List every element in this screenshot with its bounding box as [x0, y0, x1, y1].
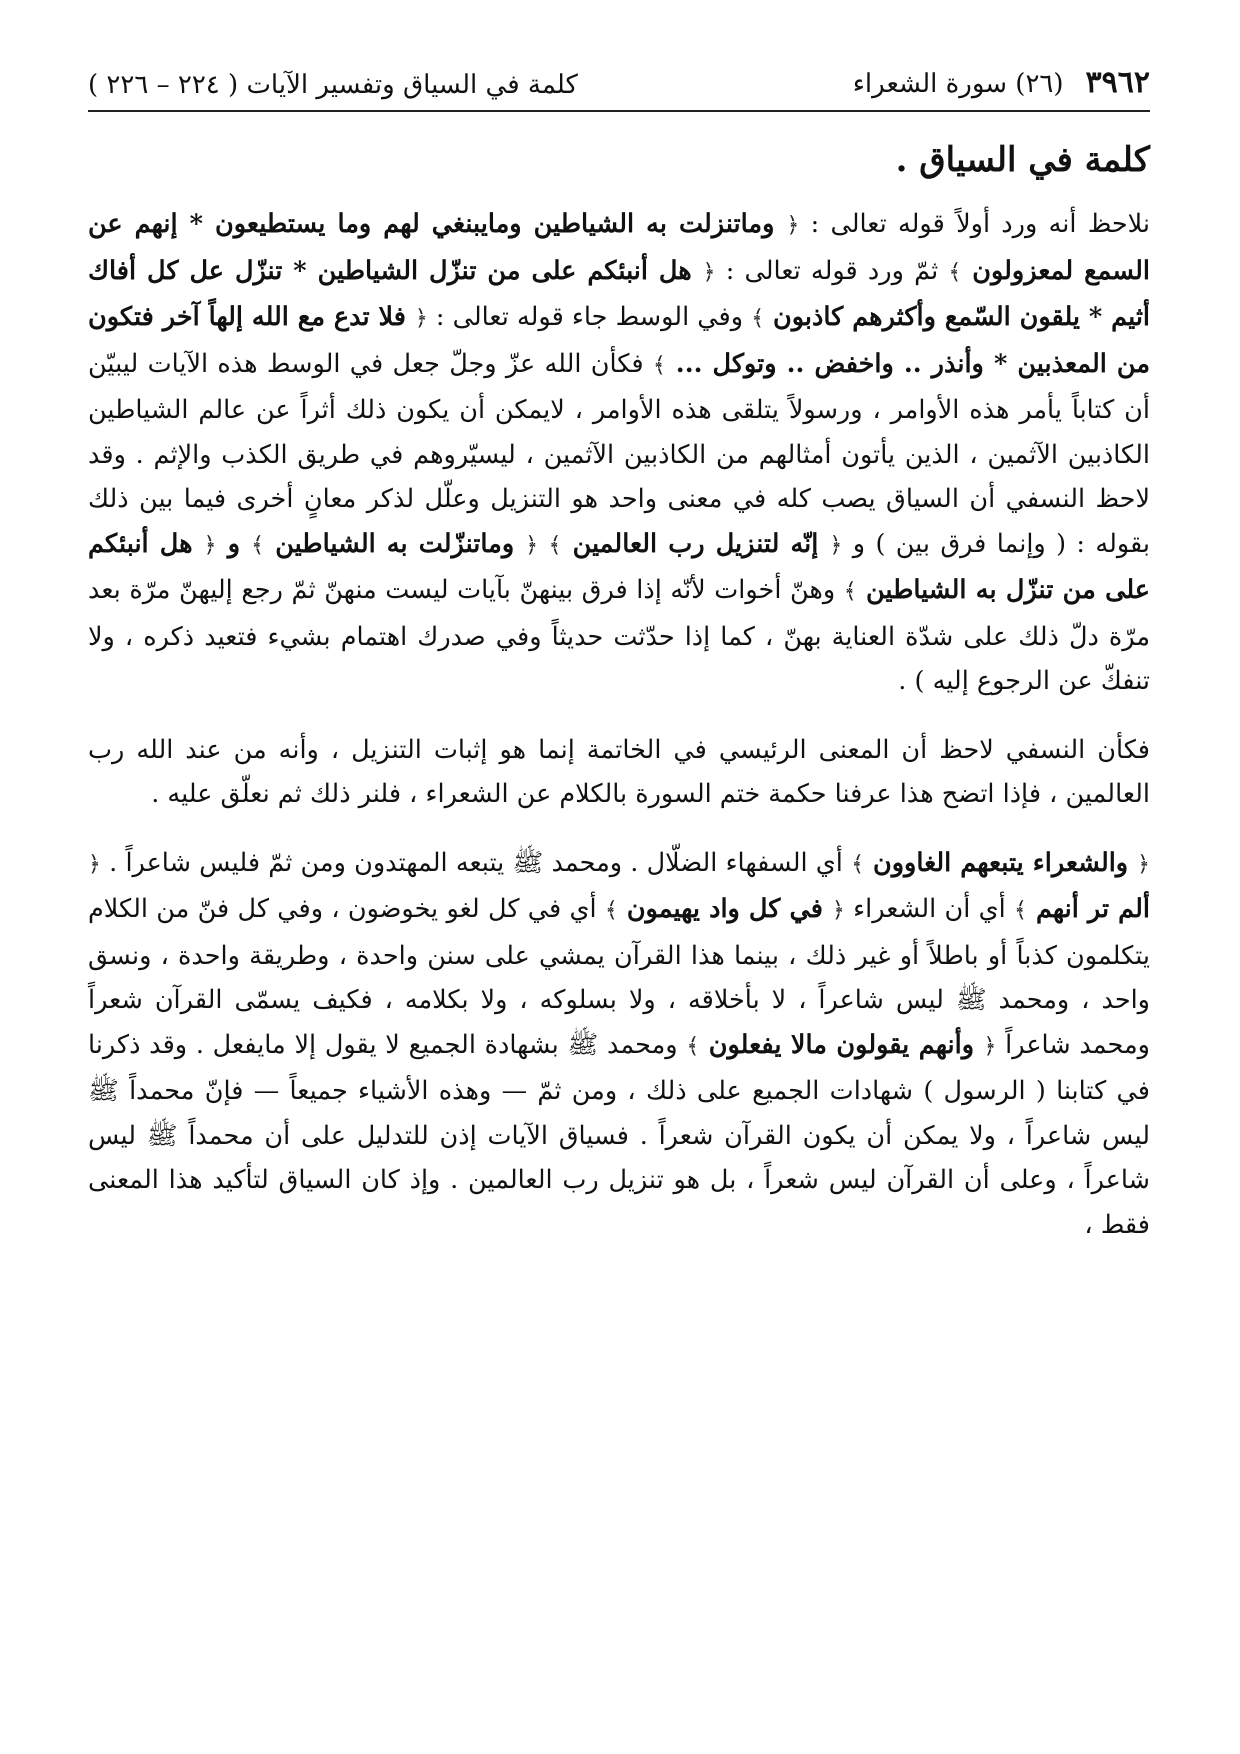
- quran-bracket: ﴿: [831, 898, 845, 923]
- quran-bracket: ﴿: [786, 213, 800, 238]
- commentary-text: ومحمد ﷺ بشهادة الجميع لا يقول إلا مايفعل . وقد ذكرنا في كتابنا ( الرسول ) شهادات الجميع على ذلك ، ومن ثمّ — وهذه الأشياء جميعاً — فإنّ محمداً ﷺ ليس شاعراً ، ولا يمكن أن يكون القرآن شعراً . فسياق الآيات إذن للتدليل على أن محمداً ﷺ ليس شاعراً ، وعلى أن القرآن ليس شعراً ، بل هو تنزيل رب العالمين . وإذ كان السياق لتأكيد هذا المعنى فقط ،: [88, 1029, 1150, 1240]
- surah-title: (٢٦) سورة الشعراء: [852, 69, 1064, 99]
- quran-verse: ألم تر أنهم: [1026, 894, 1150, 924]
- quran-bracket: ﴾: [843, 579, 857, 604]
- commentary-text: فكأن النسفي لاحظ أن المعنى الرئيسي في الخاتمة إنما هو إثبات التنزيل ، وأنه من عند الله رب العالمين ، فإذا اتضح هذا عرفنا حكمة ختم السورة بالكلام عن الشعراء ، فلنر ذلك ثم نعلّق عليه .: [88, 734, 1150, 809]
- section-heading: كلمة في السياق .: [895, 140, 1150, 180]
- body-text: [88, 202, 1150, 1247]
- page-number: ٣٩٦٢: [1085, 65, 1150, 100]
- quran-verse: و: [216, 528, 252, 559]
- commentary-text: أي أن الشعراء: [844, 894, 1014, 924]
- quran-bracket: ﴾: [851, 851, 864, 877]
- quran-bracket: ﴾: [686, 1033, 700, 1059]
- quran-bracket: ﴿: [1137, 851, 1150, 877]
- commentary-text: أي في كل لغو يخوضون ، وفي كل فنّ من الكلام يتكلمون كذباً أو باطلاً أو غير ذلك ، بينما هذا القرآن يمشي على سنن واحدة ، وطريقة واحدة ، ونسق واحد ، ومحمد ﷺ ليس شاعراً ، لا بأخلاقه ، ولا بسلوكه ، ولا بكلامه ، فكيف يسمّى القرآن شعراً ومحمد شاعراً: [88, 894, 1150, 1060]
- quran-bracket: ﴿: [203, 532, 217, 558]
- header-right-group: [853, 65, 1150, 100]
- quran-bracket: ﴾: [948, 259, 962, 285]
- quran-verse: وأنهم يقولون مالا يفعلون: [699, 1029, 984, 1060]
- book-page: [88, 40, 1150, 1730]
- paragraph: [88, 728, 1150, 817]
- quran-bracket: ﴿: [983, 1033, 997, 1059]
- quran-bracket: ﴾: [604, 898, 618, 923]
- quran-verse: في كل واد يهيمون: [617, 894, 832, 924]
- commentary-text: ثمّ ورد قوله تعالى :: [715, 255, 949, 286]
- quran-verse: وماتنزّلت به الشياطين: [264, 528, 526, 559]
- quran-verse: هل أنبئكم على من تنزّل به الشياطين: [88, 528, 1150, 605]
- quran-bracket: ﴿: [414, 306, 428, 331]
- quran-verse: وماتنزلت به الشياطين ومايبنغي لهم وما يستطيعون * إنهم عن السمع لمعزولون: [88, 209, 1150, 286]
- commentary-text: أي السفهاء الضلّال . ومحمد ﷺ يتبعه المهتدون ومن ثمّ فليس شاعراً .: [100, 847, 852, 878]
- commentary-text: نلاحظ أنه ورد أولاً قوله تعالى :: [799, 209, 1150, 239]
- commentary-text: فكأن الله عزّ وجلّ جعل في الوسط هذه الآيات ليبيّن أن كتاباً يأمر هذه الأوامر ، ورسولاً يتلقى هذه الأوامر ، لايمكن أن يكون ذلك أثراً عن عالم الشياطين الكاذبين الآثمين ، الذين يأتون أمثالهم من الكاذبين الآثمين ، ليسيّروهم في طريق الكذب والإثم . وقد لاحظ النسفي أن السياق يصب كله في معنى واحد هو التنزيل وعلّل لذكر معانٍ أخرى فيما بين ذلك بقوله : ( وإنما فرق بين ) و: [88, 348, 1151, 559]
- quran-bracket: ﴾: [548, 532, 562, 558]
- quran-bracket: ﴿: [88, 851, 101, 877]
- quran-bracket: ﴿: [525, 532, 539, 558]
- quran-bracket: ﴾: [251, 532, 265, 558]
- commentary-text: وفي الوسط جاء قوله تعالى :: [427, 302, 752, 332]
- paragraph: [88, 841, 1150, 1248]
- quran-bracket: ﴾: [652, 352, 666, 378]
- paragraph: [88, 202, 1150, 704]
- quran-verse: فلا تدع مع الله إلهاً آخر فتكون من المعذبين * وأنذر .. واخفض .. وتوكل ...: [88, 302, 1150, 379]
- commentary-text: وهنّ أخوات لأنّه إذا فرق بينهنّ بآيات ليست منهنّ ثمّ رجع إليهنّ مرّة بعد مرّة دلّ ذلك على شدّة العناية بهنّ ، كما إذا حدّثت حديثاً وفي صدرك اهتمام بشيء فتعيد ذكره ، ولا تنفكّ عن الرجوع إليه ) .: [88, 575, 1150, 696]
- quran-verse: هل أنبئكم على من تنزّل الشياطين * تنزّل عل كل أفاك أثيم * يلقون السّمع وأكثرهم كاذبون: [88, 255, 1151, 332]
- quran-verse: إنّه لتنزيل رب العالمين: [561, 528, 830, 559]
- quran-bracket: ﴾: [751, 306, 765, 331]
- running-title: كلمة في السياق وتفسير الآيات ( ٢٢٤ – ٢٢٦ ): [88, 70, 578, 100]
- quran-bracket: ﴿: [702, 259, 716, 285]
- quran-bracket: ﴾: [1013, 898, 1027, 923]
- quran-bracket: ﴿: [829, 532, 843, 558]
- running-header: [88, 40, 1150, 112]
- commentary-text: [538, 529, 548, 559]
- quran-verse: والشعراء يتبعهم الغاوون: [863, 847, 1138, 878]
